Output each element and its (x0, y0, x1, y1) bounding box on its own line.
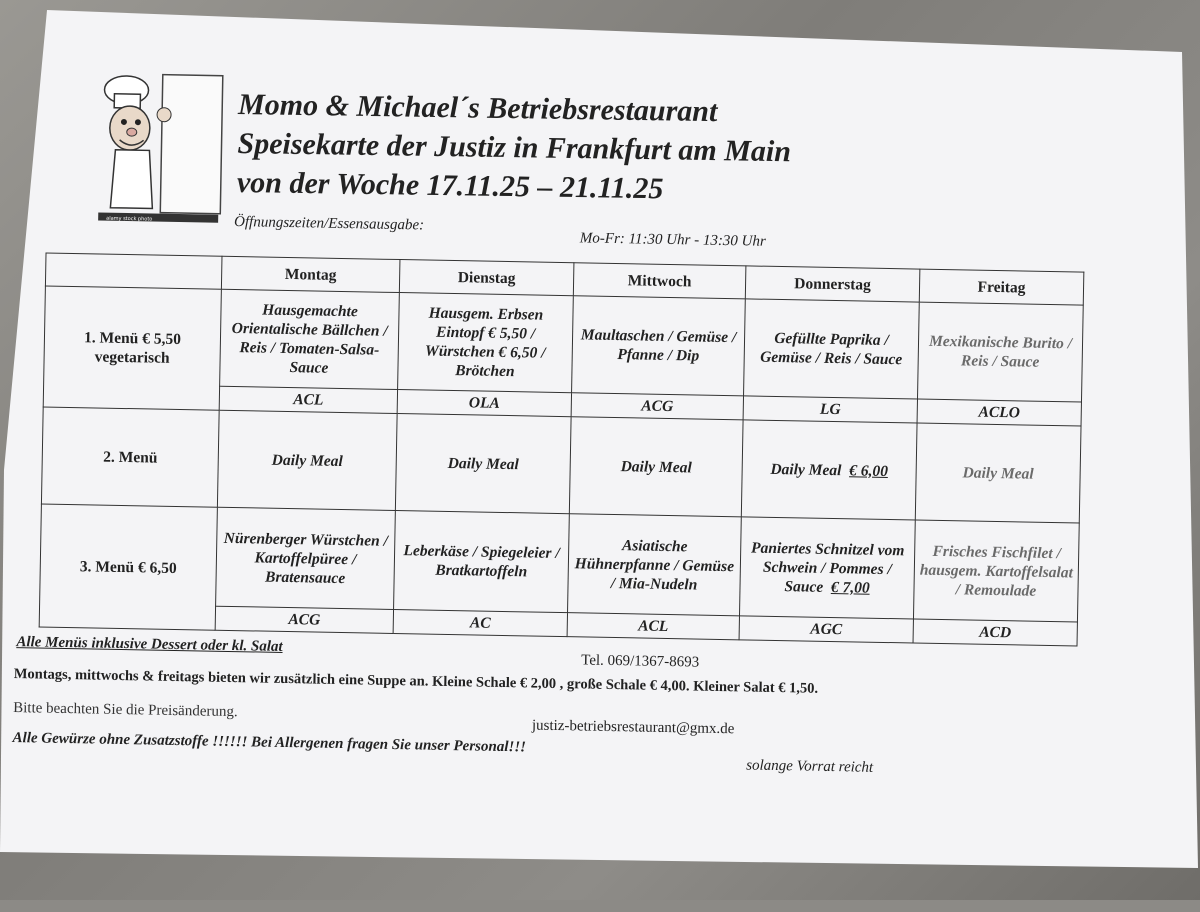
watermark-caption: alamy stock photo (106, 215, 153, 223)
menu2-thursday-price: € 6,00 (849, 461, 889, 480)
day-header-monday: Montag (221, 256, 400, 292)
menu-title (237, 85, 792, 210)
menu1-dish-thursday: Gefüllte Paprika / Gemüse / Reis / Sauce (744, 299, 920, 399)
spices-allergen-note: Alle Gewürze ohne Zusatzstoffe !!!!!! Bei Allergenen fragen Sie unser Personal!!! (12, 730, 527, 756)
day-header-friday: Freitag (919, 269, 1084, 305)
phone-number: Tel. 069/1367-8693 (581, 652, 700, 671)
menu3-thursday-price: € 7,00 (830, 578, 870, 597)
menu1-dish-friday: Mexikanische Burito / Reis / Sauce (917, 302, 1083, 402)
menu2-dish-tuesday: Daily Meal (395, 414, 571, 514)
chef-mascot-icon (92, 69, 227, 223)
allergen-code: AGC (739, 616, 913, 643)
title-line-restaurant: Momo & Michael´s Betriebsrestaurant (237, 88, 718, 129)
allergen-code: LG (743, 396, 917, 423)
day-header-wednesday: Mittwoch (573, 263, 746, 299)
menu3-dish-monday: Nürenberger Würstchen / Kartoffelpüree / Bratensauce (216, 507, 396, 609)
title-line-menu: Speisekarte der Justiz in Frankfurt am Main (237, 127, 792, 169)
day-header-tuesday: Dienstag (399, 260, 574, 296)
menu2-label: 2. Menü (41, 407, 219, 507)
menu2-dish-thursday (741, 420, 917, 520)
allergen-code: ACG (215, 606, 393, 633)
menu1-dish-tuesday: Hausgem. Erbsen Eintopf € 5,50 / Würstchen € 6,50 / Brötchen (398, 293, 574, 393)
menu1-label-type: vegetarisch (94, 348, 170, 367)
weekly-menu-table (39, 253, 1085, 647)
price-change-note: Bitte beachten Sie die Preisänderung. (13, 700, 238, 721)
menu3-dish-tuesday: Leberkäse / Spiegeleier / Bratkartoffeln (394, 510, 570, 612)
menu2-dish-friday: Daily Meal (915, 423, 1081, 523)
menu3-label: 3. Menü € 6,50 (39, 504, 217, 630)
menu3-dish-thursday-name: Paniertes Schnitzel vom Schwein / Pommes / Sauce (750, 539, 905, 596)
stock-note: solange Vorrat reicht (746, 757, 874, 776)
dessert-note: Alle Menüs inklusive Dessert oder kl. Salat (16, 634, 283, 655)
opening-hours-value: Mo-Fr: 11:30 Uhr - 13:30 Uhr (579, 230, 766, 250)
menu1-label (43, 286, 221, 410)
email-address: justiz-betriebsrestaurant@gmx.de (531, 717, 735, 738)
allergen-code: OLA (397, 390, 571, 417)
menu2-dish-thursday-name: Daily Meal (770, 460, 842, 479)
menu2-dish-wednesday: Daily Meal (569, 417, 743, 517)
day-header-thursday: Donnerstag (745, 266, 920, 302)
opening-hours-label: Öffnungszeiten/Essensausgabe: (233, 213, 425, 234)
allergen-code: ACL (219, 386, 397, 413)
allergen-code: ACLO (917, 399, 1081, 426)
menu1-dish-wednesday: Maultaschen / Gemüse / Pfanne / Dip (572, 296, 746, 396)
allergen-code: AC (393, 609, 567, 636)
title-line-week: von der Woche 17.11.25 – 21.11.25 (236, 166, 664, 206)
menu2-dish-row (41, 407, 1081, 523)
allergen-code: ACL (567, 613, 739, 640)
menu1-label-price: 1. Menü € 5,50 (83, 329, 182, 349)
menu1-dish-monday: Hausgemachte Orientalische Bällchen / Reis / Tomaten-Salsa-Sauce (220, 289, 400, 389)
menu3-dish-wednesday: Asiatische Hühnerpfanne / Gemüse / Mia-Nudeln (568, 514, 742, 616)
menu3-dish-thursday (739, 517, 915, 619)
header-empty-cell (45, 253, 222, 289)
allergen-code: ACG (571, 393, 743, 420)
menu3-dish-friday: Frisches Fischfilet / hausgem. Kartoffelsalat / Remoulade (913, 520, 1079, 622)
menu3-dish-row (40, 504, 1080, 622)
menu2-dish-monday: Daily Meal (217, 410, 397, 510)
allergen-code: ACD (913, 619, 1077, 646)
soup-note: Montags, mittwochs & freitags bieten wir zusätzlich eine Suppe an. Kleine Schale € 2,00 , große Schale € 4,00. Kleiner Salat € 1,50. (13, 666, 819, 697)
menu1-dish-row (44, 286, 1084, 402)
